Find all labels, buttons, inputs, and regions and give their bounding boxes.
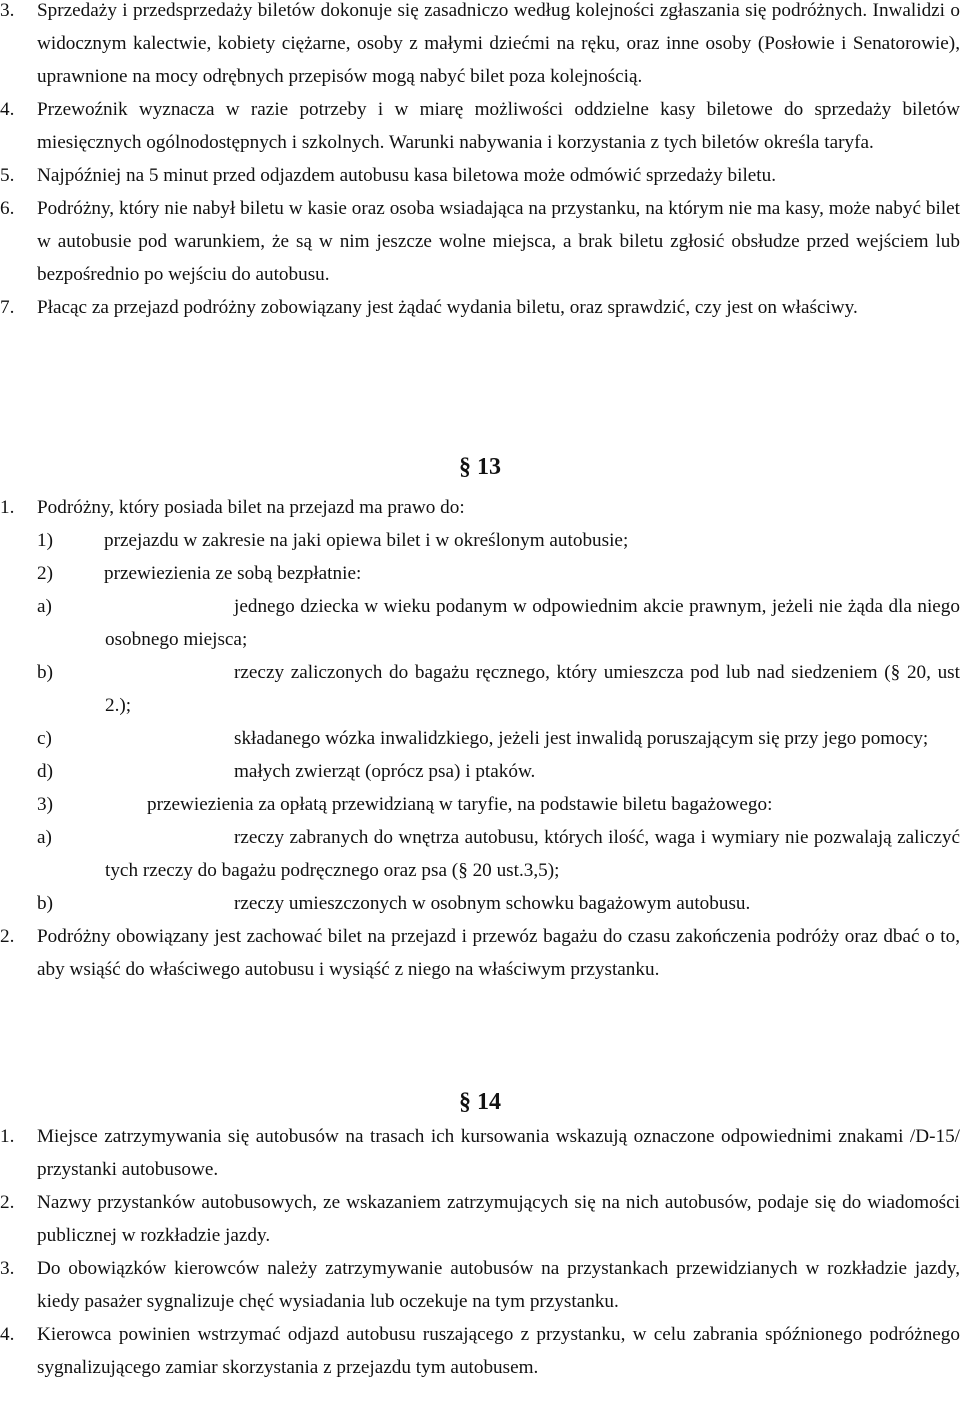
s14-paragraph-3: 3. Do obowiązków kierowców należy zatrzymywanie autobusów na przystankach przewidzianych w rozkładzie jazdy, kiedy pasażer sygnalizuje chęć wysiadania lub oczekuje na tym przystanku. xyxy=(0,1258,960,1312)
section-13-heading: § 13 xyxy=(459,454,501,480)
s13-item-1: 1) przejazdu w zakresie na jaki opiewa bilet i w określonym autobusie; xyxy=(37,530,629,551)
s13-item-2c: c) składanego wózka inwalidzkiego, jeżeli jest inwalidą poruszającym się przy jego pomocy; xyxy=(37,728,929,749)
paragraph-3: 3. Sprzedaży i przedsprzedaży biletów dokonuje się zasadniczo według kolejności zgłaszania się podróżnych. Inwalidzi o widocznym kalectwie, kobiety ciężarne, osoby z małymi dziećmi na ręku, oraz inne osoby (Posłowie i Senatorowie), uprawnione na mocy odrębnych przepisów mogą nabyć bilet poza kolejnością. xyxy=(0,0,960,87)
s14-paragraph-1: 1. Miejsce zatrzymywania się autobusów na trasach ich kursowania wskazują oznaczone odpowiednimi znakami /D-15/ przystanki autobusowe. xyxy=(0,1126,960,1180)
s13-item-2: 2) przewiezienia ze sobą bezpłatnie: xyxy=(37,563,362,584)
paragraph-7: 7. Płacąc za przejazd podróżny zobowiązany jest żądać wydania biletu, oraz sprawdzić, czy jest on właściwy. xyxy=(0,297,858,318)
paragraph-6: 6. Podróżny, który nie nabył biletu w kasie oraz osoba wsiadająca na przystanku, na którym nie ma kasy, może nabyć bilet w autobusie pod warunkiem, że są w nim jeszcze wolne miejsca, a brak biletu zgłosić obsłudze przed wejściem lub bezpośrednio po wejściu do autobusu. xyxy=(0,198,960,285)
s13-paragraph-2: 2. Podróżny obowiązany jest zachować bilet na przejazd i przewóz bagażu do czasu zakończenia podróży oraz dbać o to, aby wsiąść do właściwego autobusu i wysiąść z niego na właściwym przystanku. xyxy=(0,926,960,980)
s13-item-3b: b) rzeczy umieszczonych w osobnym schowku bagażowym autobusu. xyxy=(37,893,751,914)
section-sign: § xyxy=(459,454,471,480)
section-13-body xyxy=(0,491,960,986)
s13-paragraph-1: 1. Podróżny, który posiada bilet na przejazd ma prawo do: xyxy=(0,497,465,518)
top-paragraphs xyxy=(0,0,960,324)
section-14-heading: § 14 xyxy=(459,1089,501,1115)
s13-item-2a: a) jednego dziecka w wieku podanym w odpowiednim akcie prawnym, jeżeli nie żąda dla niego osobnego miejsca; xyxy=(37,596,960,650)
s13-item-2d: d) małych zwierząt (oprócz psa) i ptaków. xyxy=(37,761,536,782)
s14-paragraph-4: 4. Kierowca powinien wstrzymać odjazd autobusu ruszającego z przystanku, w celu zabrania spóźnionego podróżnego sygnalizującego zamiar skorzystania z przejazdu tym autobusem. xyxy=(0,1324,960,1378)
paragraph-4: 4. Przewoźnik wyznacza w razie potrzeby i w miarę możliwości oddzielne kasy biletowe do sprzedaży biletów miesięcznych ogólnodostępnych i szkolnych. Warunki nabywania i korzystania z tych biletów określa taryfa. xyxy=(0,99,960,153)
paragraph-5: 5. Najpóźniej na 5 minut przed odjazdem autobusu kasa biletowa może odmówić sprzedaży biletu. xyxy=(0,165,777,186)
s14-paragraph-2: 2. Nazwy przystanków autobusowych, ze wskazaniem zatrzymujących się na nich autobusów, podaje się do wiadomości publicznej w rozkładzie jazdy. xyxy=(0,1192,960,1246)
section-14-body xyxy=(0,1120,960,1384)
s13-item-3: 3) przewiezienia za opłatą przewidzianą w taryfie, na podstawie biletu bagażowego: xyxy=(37,794,773,815)
s13-item-3a: a) rzeczy zabranych do wnętrza autobusu, których ilość, waga i wymiary nie pozwalają zaliczyć tych rzeczy do bagażu podręcznego oraz psa (§ 20 ust.3,5); xyxy=(37,827,960,881)
s13-item-2b: b) rzeczy zaliczonych do bagażu ręcznego, który umieszcza pod lub nad siedzeniem (§ 20, ust 2.); xyxy=(37,662,960,716)
